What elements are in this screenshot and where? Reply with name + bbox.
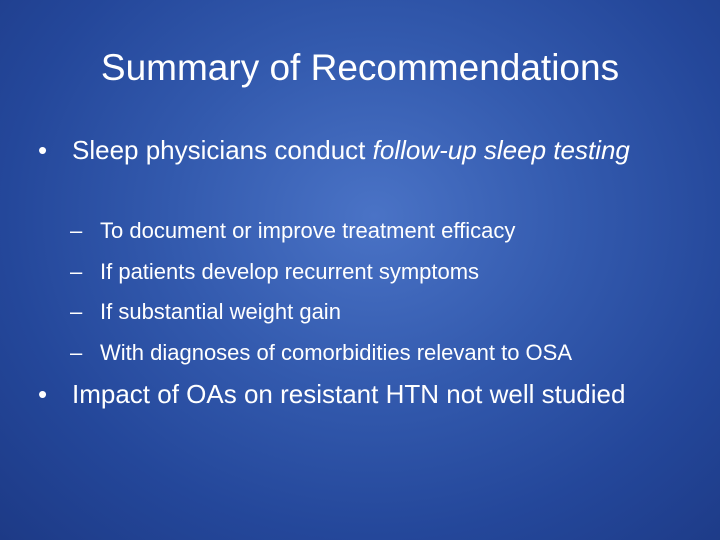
dash-marker: – — [70, 218, 83, 243]
sub-item-4 — [70, 339, 572, 367]
bullet-text-plain: Sleep physicians conduct — [72, 135, 373, 165]
bullet-marker: • — [38, 379, 48, 409]
bullet-marker: • — [38, 135, 48, 165]
bullet-item-2 — [38, 378, 638, 411]
bullet-text — [38, 134, 658, 167]
bullet-text-italic: follow-up sleep testing — [372, 135, 630, 165]
sub-item-text: If substantial weight gain — [100, 299, 341, 324]
sub-item-text: To document or improve treatment efficacy — [100, 218, 516, 243]
bullet-text: Impact of OAs on resistant HTN not well studied — [72, 379, 626, 409]
dash-marker: – — [70, 340, 83, 365]
sub-item-1 — [70, 217, 515, 245]
sub-item-3 — [70, 298, 341, 326]
slide-title: Summary of Recommendations — [100, 47, 620, 88]
sub-item-2 — [70, 258, 479, 286]
bullet-item-1 — [38, 134, 658, 167]
sub-item-text: If patients develop recurrent symptoms — [100, 259, 480, 284]
sub-item-text: With diagnoses of comorbidities relevant to OSA — [100, 340, 573, 365]
dash-marker: – — [70, 259, 83, 284]
dash-marker: – — [70, 299, 83, 324]
